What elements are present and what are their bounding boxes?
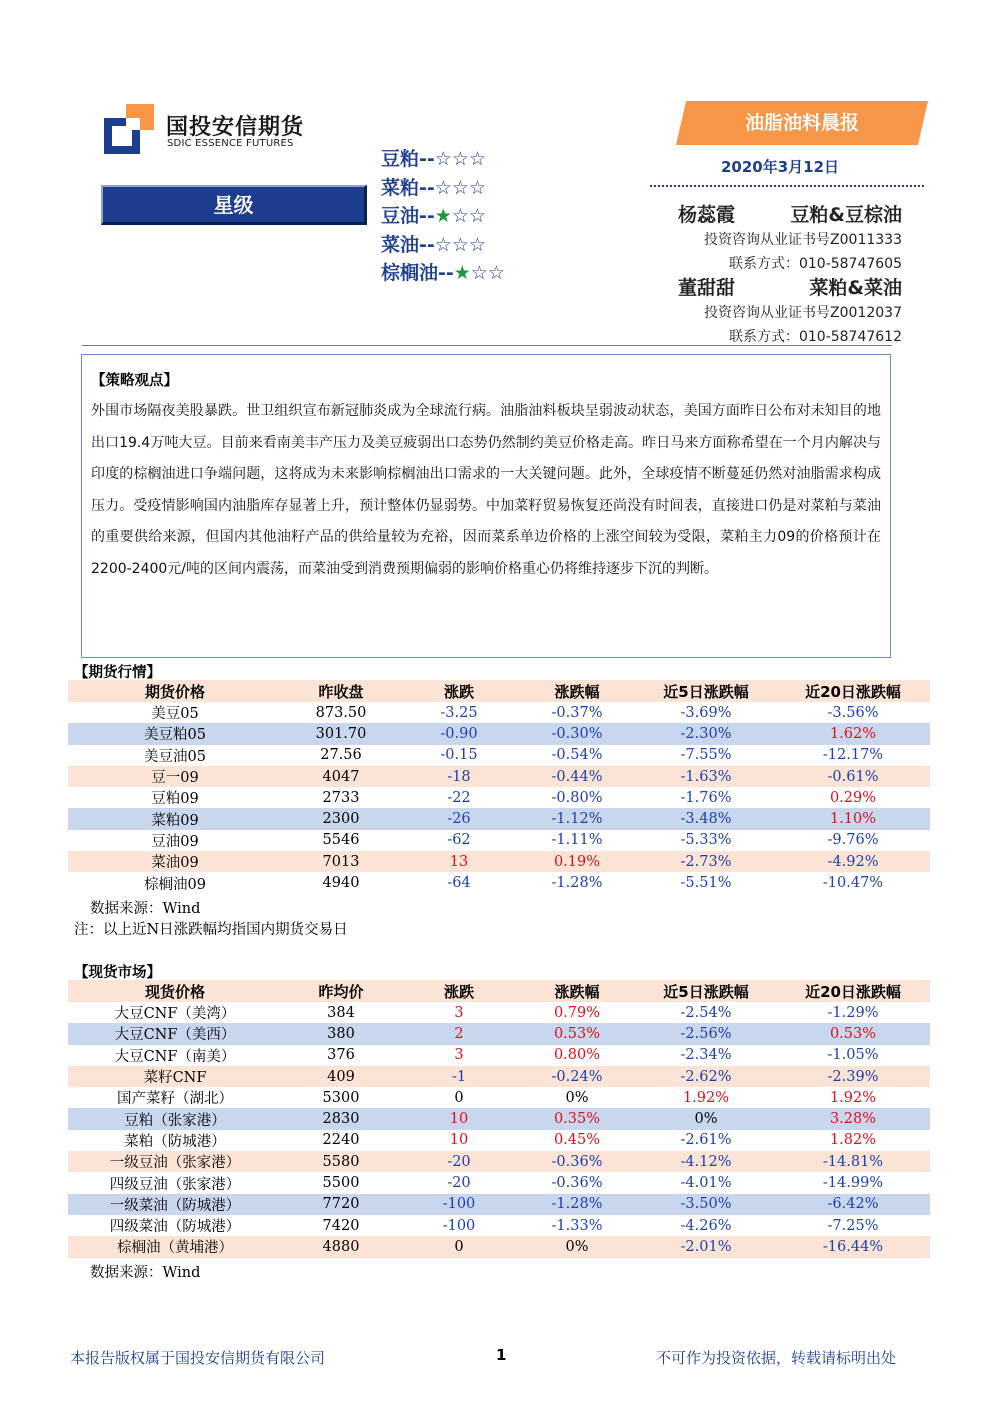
table-cell-pct: 0.45%	[553, 1132, 601, 1149]
table-cell-d5: -5.51%	[680, 875, 732, 892]
table-cell-name: 大豆CNF（美湾）	[114, 1006, 236, 1023]
table-cell-d20: -14.81%	[822, 1153, 884, 1170]
table-cell-close: 7420	[322, 1217, 360, 1234]
col-header: 期货价格	[144, 682, 205, 701]
table-cell-close: 4940	[322, 875, 360, 892]
analyst-license: 投资咨询从业证书号Z0011333	[704, 232, 902, 248]
table-cell-name: 四级豆油（张家港）	[109, 1176, 241, 1193]
table-cell-name: 大豆CNF（南美）	[114, 1048, 236, 1065]
table-cell-pct: 0%	[565, 1238, 589, 1255]
table-row	[68, 1023, 930, 1044]
table-cell-pct: -1.11%	[551, 832, 603, 849]
table-row	[68, 1087, 930, 1108]
analyst-license: 投资咨询从业证书号Z0012037	[704, 305, 902, 321]
logo-mark-icon	[104, 104, 154, 154]
table-cell-d20: -9.76%	[827, 832, 879, 849]
table-cell-close: 4880	[322, 1238, 360, 1255]
table-cell-pct: -0.36%	[551, 1175, 603, 1192]
table-cell-name: 豆粕（张家港）	[124, 1112, 226, 1129]
spot-header-row	[68, 980, 930, 1002]
rating-row	[381, 259, 505, 288]
table-cell-chg: 2	[454, 1025, 464, 1042]
table-cell-chg: 10	[449, 1111, 469, 1128]
col-header: 涨跌幅	[554, 982, 600, 1001]
table-row	[68, 1151, 930, 1172]
table-cell-chg: 13	[449, 853, 469, 870]
table-row	[68, 1108, 930, 1129]
strategy-body: 外围市场隔夜美股暴跌。世卫组织宣布新冠肺炎成为全球流行病。油脂油料板块呈弱波动状态，美国方面昨日公布对未知目的地出口19.4万吨大豆。目前来看南美丰产压力及美豆疲弱出口态势仍然制约美豆价格走高。昨日马来方面称希望在一个月内解决与印度的棕榈油进口争端问题，这将成为未来影响棕榈油出口需求的一大关键问题。此外，全球疫情不断蔓延仍然对油脂需求构成压力。受疫情影响国内油脂库存显著上升，预计整体仍显弱势。中加菜籽贸易恢复还尚没有时间表，直接进口仍是对菜粕与菜油的重要供给来源，但国内其他油籽产品的供给量较为充裕，因而菜系单边价格的上涨空间较为受限，菜粕主力09的价格预计在2200-2400元/吨的区间内震荡，而菜油受到消费预期偏弱的影响价格重心仍将维持逐步下沉的判断。	[91, 403, 881, 577]
table-cell-close: 4047	[322, 768, 360, 785]
table-row	[68, 830, 930, 851]
table-cell-pct: 0.19%	[553, 853, 601, 870]
table-cell-chg: -64	[447, 875, 471, 892]
table-cell-name: 豆一09	[151, 770, 199, 787]
table-cell-pct: -0.37%	[551, 704, 603, 721]
table-row	[68, 723, 930, 744]
table-cell-pct: -1.28%	[551, 1196, 603, 1213]
table-cell-close: 380	[327, 1025, 355, 1042]
table-cell-pct: 0.80%	[553, 1047, 601, 1064]
report-title: 油脂油料晨报	[744, 112, 859, 134]
footer-disclaimer: 不可作为投资依据，转载请标明出处	[656, 1349, 897, 1367]
analyst-contact: 联系方式：010-58747612	[728, 329, 902, 345]
star-outline-icon: ☆	[451, 176, 469, 199]
table-cell-name: 棕榈油（黄埔港）	[117, 1240, 233, 1257]
table-cell-d5: -3.50%	[680, 1196, 732, 1213]
table-cell-chg: -26	[447, 811, 471, 828]
table-cell-d20: -10.47%	[822, 875, 884, 892]
futures-section-title: 【期货行情】	[74, 665, 161, 681]
table-cell-name: 四级菜油（防城港）	[109, 1219, 241, 1236]
table-cell-close: 5500	[322, 1175, 360, 1192]
star-outline-icon: ☆	[451, 148, 469, 170]
strategy-box	[81, 354, 891, 658]
table-cell-d20: -0.61%	[827, 768, 879, 785]
table-cell-d20: 1.10%	[829, 811, 877, 828]
col-header: 近20日涨跌幅	[805, 982, 901, 1001]
col-header: 近20日涨跌幅	[805, 682, 901, 701]
table-cell-name: 美豆粕05	[144, 727, 206, 744]
analyst-block-1	[678, 200, 902, 276]
star-filled-icon: ★	[434, 205, 452, 227]
table-cell-close: 2240	[322, 1132, 360, 1149]
table-row	[68, 1045, 930, 1066]
table-cell-d5: -2.54%	[680, 1004, 732, 1021]
table-row	[68, 787, 930, 808]
table-cell-pct: -1.12%	[551, 811, 603, 828]
rating-row	[381, 202, 505, 231]
table-cell-close: 384	[327, 1004, 355, 1021]
table-cell-name: 菜粕（防城港）	[124, 1133, 226, 1150]
table-cell-pct: -0.80%	[551, 789, 603, 806]
table-row	[68, 872, 930, 893]
rating-label: 豆油--	[381, 205, 435, 227]
table-row	[68, 1130, 930, 1151]
table-cell-chg: -22	[447, 789, 471, 806]
logo-text-cn: 国投安信期货	[166, 115, 305, 140]
table-cell-name: 菜籽CNF	[143, 1070, 207, 1087]
table-cell-chg: -100	[442, 1196, 476, 1213]
table-cell-close: 301.70	[315, 725, 367, 742]
table-cell-chg: -100	[442, 1217, 476, 1234]
table-cell-pct: -1.28%	[551, 875, 603, 892]
analyst-name: 杨蕊霞	[678, 204, 736, 226]
star-outline-icon: ☆	[487, 262, 505, 284]
rating-label: 豆粕--	[381, 148, 435, 170]
table-cell-name: 一级菜油（防城港）	[109, 1197, 241, 1214]
dotted-divider	[650, 185, 924, 187]
table-cell-pct: -0.54%	[551, 747, 603, 764]
col-header: 涨跌幅	[554, 682, 600, 701]
star-outline-icon: ☆	[434, 148, 452, 170]
table-cell-pct: 0%	[565, 1089, 589, 1106]
table-cell-close: 2733	[322, 789, 360, 806]
table-row	[68, 1002, 930, 1023]
table-cell-name: 豆粕09	[151, 791, 199, 808]
table-cell-chg: 0	[454, 1089, 464, 1106]
table-cell-d5: -3.69%	[680, 704, 732, 721]
table-cell-name: 美豆05	[151, 706, 199, 723]
col-header: 昨收盘	[318, 682, 364, 701]
table-cell-close: 7013	[322, 853, 360, 870]
table-cell-d5: -2.62%	[680, 1068, 732, 1085]
table-cell-d5: -2.73%	[680, 853, 732, 870]
table-cell-d20: -1.29%	[827, 1004, 879, 1021]
table-cell-d5: -2.34%	[680, 1047, 732, 1064]
spot-source: 数据来源：Wind	[90, 1265, 201, 1281]
analyst-block-2	[678, 273, 902, 349]
table-cell-chg: -1	[451, 1068, 467, 1085]
footer-copyright: 本报告版权属于国投安信期货有限公司	[70, 1349, 326, 1367]
table-cell-chg: 0	[454, 1238, 464, 1255]
table-row	[68, 1172, 930, 1193]
star-filled-icon: ★	[453, 262, 471, 284]
table-cell-d5: -2.61%	[680, 1132, 732, 1149]
table-cell-close: 873.50	[315, 704, 367, 721]
table-cell-name: 大豆CNF（美西）	[114, 1027, 236, 1044]
table-cell-close: 7720	[322, 1196, 360, 1213]
table-cell-pct: -0.44%	[551, 768, 603, 785]
futures-header-row	[68, 680, 930, 702]
table-cell-d5: -7.55%	[680, 747, 732, 764]
table-row	[68, 1215, 930, 1236]
table-cell-name: 菜粕09	[151, 812, 199, 829]
logo-text-en: SDIC ESSENCE FUTURES	[167, 138, 294, 149]
table-cell-name: 美豆油05	[144, 748, 206, 765]
table-cell-name: 豆油09	[151, 833, 199, 850]
table-cell-pct: -1.33%	[551, 1217, 603, 1234]
table-cell-d5: 1.92%	[682, 1089, 730, 1106]
table-cell-name: 棕榈油09	[144, 876, 206, 893]
table-cell-chg: -20	[447, 1175, 471, 1192]
table-cell-pct: 0.53%	[553, 1025, 601, 1042]
table-cell-close: 27.56	[320, 747, 362, 764]
table-cell-name: 菜油09	[151, 855, 199, 872]
table-cell-name: 国产菜籽（湖北）	[117, 1091, 233, 1108]
table-cell-d20: 1.62%	[829, 725, 877, 742]
table-cell-d20: -3.56%	[827, 704, 879, 721]
table-row	[68, 766, 930, 787]
report-date: 2020年3月12日	[720, 158, 840, 176]
table-cell-chg: -18	[447, 768, 471, 785]
table-cell-name: 一级豆油（张家港）	[109, 1155, 241, 1172]
table-cell-close: 5300	[322, 1089, 360, 1106]
table-row	[68, 1236, 930, 1257]
rating-row	[381, 231, 505, 260]
rating-row	[381, 174, 505, 203]
col-header: 涨跌	[443, 682, 474, 701]
star-outline-icon: ☆	[451, 233, 469, 256]
table-cell-d20: -7.25%	[827, 1217, 879, 1234]
star-outline-icon: ☆	[434, 233, 452, 256]
star-outline-icon: ☆	[470, 262, 488, 284]
futures-source: 数据来源：Wind	[90, 901, 201, 917]
table-cell-d5: -1.76%	[680, 789, 732, 806]
table-cell-d5: -2.30%	[680, 725, 732, 742]
table-cell-chg: 3	[454, 1004, 464, 1021]
rating-label: 棕榈油--	[381, 262, 454, 284]
table-cell-d20: -16.44%	[822, 1238, 884, 1255]
table-cell-chg: -0.15	[440, 747, 478, 764]
col-header: 涨跌	[443, 982, 474, 1001]
table-row	[68, 808, 930, 829]
table-cell-d5: -4.01%	[680, 1175, 732, 1192]
table-cell-d20: -14.99%	[822, 1175, 884, 1192]
table-cell-close: 5546	[322, 832, 360, 849]
col-header: 昨均价	[318, 982, 364, 1001]
col-header: 近5日涨跌幅	[663, 982, 749, 1001]
table-cell-d5: -3.48%	[680, 811, 732, 828]
futures-note: 注：以上近N日涨跌幅均指国内期货交易日	[74, 922, 348, 938]
star-outline-icon: ☆	[468, 233, 486, 256]
table-cell-d20: 0.53%	[829, 1025, 877, 1042]
table-row	[68, 851, 930, 872]
analyst-coverage: 豆粕&豆棕油	[790, 204, 902, 226]
star-outline-icon: ☆	[468, 205, 486, 227]
table-cell-pct: -0.24%	[551, 1068, 603, 1085]
table-row	[68, 1066, 930, 1087]
table-cell-close: 409	[327, 1068, 355, 1085]
spot-section-title: 【现货市场】	[74, 965, 161, 981]
futures-table	[68, 680, 930, 894]
table-cell-d5: 0%	[694, 1111, 718, 1128]
analyst-coverage: 菜粕&菜油	[809, 277, 902, 299]
table-cell-d20: -4.92%	[827, 853, 879, 870]
star-outline-icon: ☆	[468, 148, 486, 170]
table-cell-d5: -5.33%	[680, 832, 732, 849]
table-row	[68, 1194, 930, 1215]
page-number: 1	[496, 1346, 507, 1364]
table-cell-close: 5580	[322, 1153, 360, 1170]
table-row	[68, 702, 930, 723]
star-outline-icon: ☆	[468, 176, 486, 199]
table-cell-d20: 1.82%	[829, 1132, 877, 1149]
rating-label: 菜粕--	[381, 176, 435, 199]
star-outline-icon: ☆	[434, 176, 452, 199]
rating-row	[381, 145, 505, 174]
table-cell-close: 376	[327, 1047, 355, 1064]
rating-label: 菜油--	[381, 233, 435, 256]
table-cell-chg: -0.90	[440, 725, 478, 742]
table-cell-pct: 0.35%	[553, 1111, 601, 1128]
table-cell-d20: -6.42%	[827, 1196, 879, 1213]
table-cell-chg: -20	[447, 1153, 471, 1170]
analyst-contact: 联系方式：010-58747605	[728, 256, 902, 272]
report-title-banner	[676, 101, 928, 145]
table-cell-d20: -1.05%	[827, 1047, 879, 1064]
col-header: 近5日涨跌幅	[663, 682, 749, 701]
star-rating-banner: 星级	[101, 185, 367, 225]
table-row	[68, 745, 930, 766]
table-cell-pct: 0.79%	[553, 1004, 601, 1021]
table-cell-pct: -0.30%	[551, 725, 603, 742]
table-cell-d20: 1.92%	[829, 1089, 877, 1106]
table-cell-close: 2300	[322, 811, 360, 828]
ratings-list	[381, 145, 505, 288]
star-outline-icon: ☆	[451, 205, 469, 227]
table-cell-chg: 10	[449, 1132, 469, 1149]
table-cell-chg: -62	[447, 832, 471, 849]
header-divider	[82, 345, 892, 346]
table-cell-d5: -2.56%	[680, 1025, 732, 1042]
table-cell-pct: -0.36%	[551, 1153, 603, 1170]
analyst-name: 董甜甜	[678, 277, 736, 299]
table-cell-d20: 3.28%	[829, 1111, 877, 1128]
table-cell-d5: -1.63%	[680, 768, 732, 785]
table-cell-d5: -4.12%	[680, 1153, 732, 1170]
table-cell-chg: 3	[454, 1047, 464, 1064]
table-cell-d5: -4.26%	[680, 1217, 732, 1234]
strategy-title: 【策略观点】	[91, 373, 178, 389]
spot-table	[68, 980, 930, 1258]
table-cell-d20: -12.17%	[822, 747, 884, 764]
table-cell-d20: -2.39%	[827, 1068, 879, 1085]
table-cell-d20: 0.29%	[829, 789, 877, 806]
table-cell-chg: -3.25	[440, 704, 478, 721]
col-header: 现货价格	[144, 982, 205, 1001]
table-cell-close: 2830	[322, 1111, 360, 1128]
table-cell-d5: -2.01%	[680, 1238, 732, 1255]
